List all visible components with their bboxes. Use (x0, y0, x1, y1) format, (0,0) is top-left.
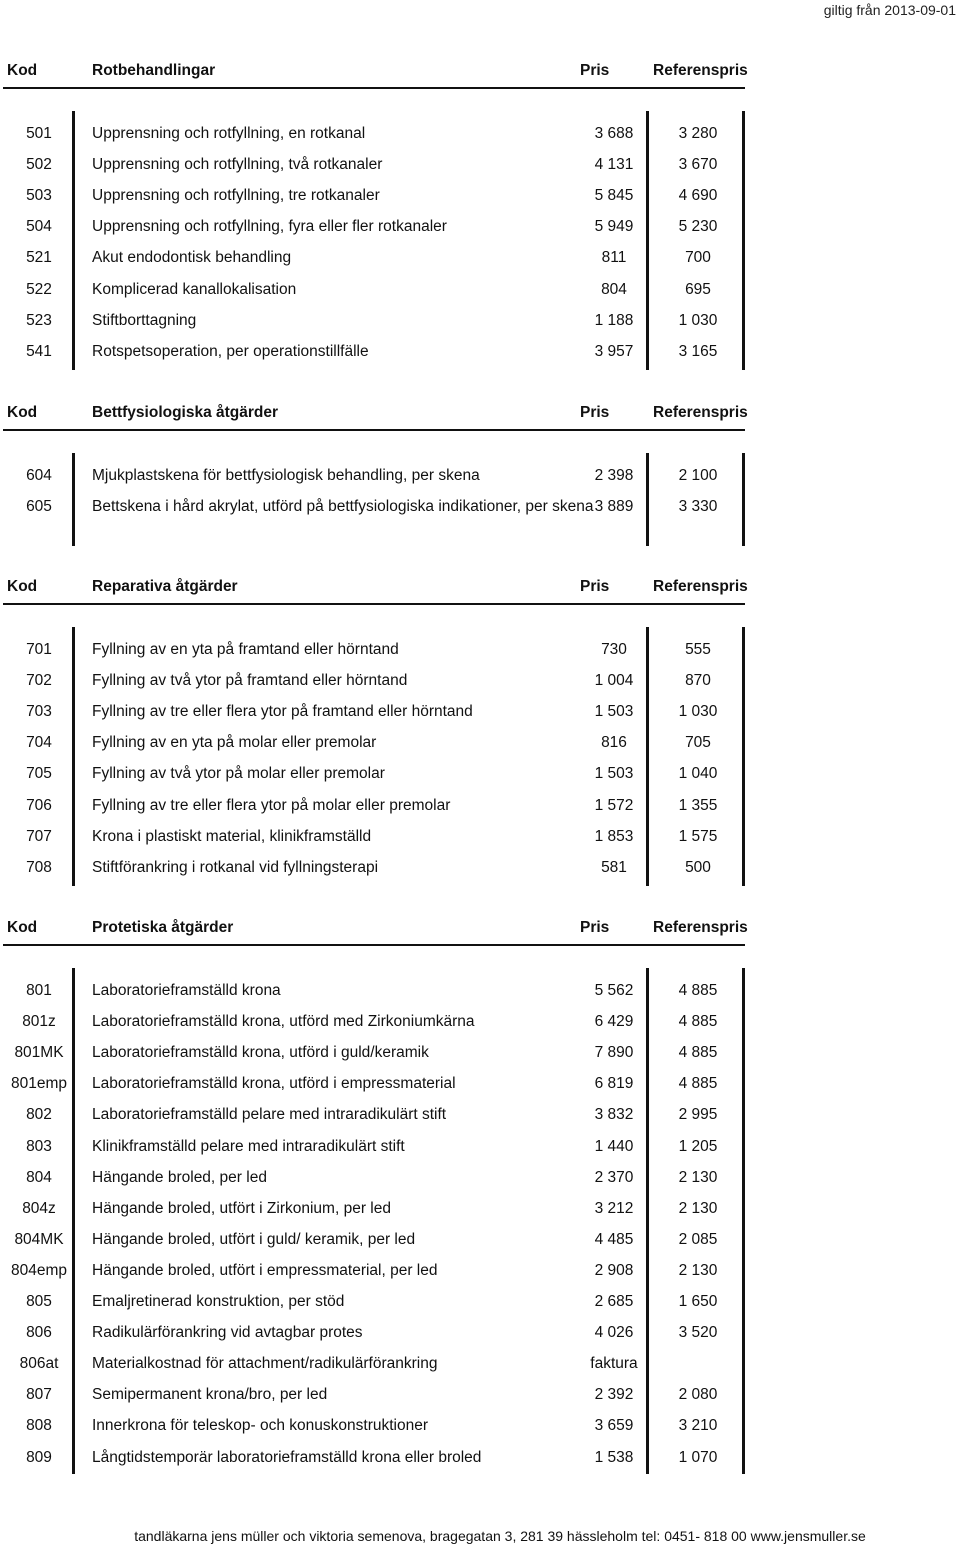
row-referenspris: 1 355 (678, 796, 718, 814)
header-rule (3, 429, 745, 431)
row-description: Upprensning och rotfyllning, en rotkanal (92, 125, 366, 142)
row-referenspris: 870 (685, 672, 711, 690)
row-description: Klinikframställd pelare med intraradikulärt stift (92, 1137, 405, 1155)
row-pris: 3 832 (594, 1106, 634, 1124)
row-pris: 1 188 (594, 311, 634, 329)
row-pris: 2 908 (594, 1261, 634, 1279)
row-pris: 804 (601, 280, 627, 298)
row-kod: 503 (26, 187, 52, 205)
row-referenspris: 3 520 (678, 1324, 718, 1342)
row-description: Akut endodontisk behandling (92, 249, 292, 267)
table-row (0, 1349, 760, 1380)
row-pris: 1 503 (594, 765, 634, 783)
row-kod: 806at (19, 1355, 59, 1373)
header-rule (3, 603, 745, 605)
row-kod: 807 (26, 1386, 52, 1404)
table-row (0, 759, 760, 790)
section-reparativa-atgarder (0, 573, 760, 886)
row-referenspris: 2 995 (678, 1106, 718, 1124)
table-row (0, 1163, 760, 1194)
column-header-referenspris: Referenspris (653, 578, 748, 595)
row-kod: 502 (26, 156, 52, 174)
row-pris: 1 503 (594, 703, 634, 721)
table-row (0, 181, 760, 212)
footer-contact: tandläkarna jens müller och viktoria semenova, bragegatan 3, 281 39 hässleholm tel: 0451- 818 00 www.jensmuller.se (134, 1528, 866, 1544)
table-row (0, 1411, 760, 1442)
row-description: Laboratorieframställd pelare med intraradikulärt stift (92, 1106, 447, 1124)
row-kod: 541 (26, 342, 52, 360)
row-pris: 1 853 (594, 827, 634, 845)
row-description: Fyllning av tre eller flera ytor på molar eller premolar (92, 796, 451, 814)
row-kod: 701 (26, 641, 52, 658)
row-pris: 2 392 (594, 1386, 634, 1404)
row-description: Innerkrona för teleskop- och konuskonstruktioner (92, 1417, 429, 1435)
row-kod: 809 (26, 1448, 52, 1466)
row-pris: 811 (601, 249, 627, 267)
section-title: Bettfysiologiska åtgärder (92, 404, 279, 421)
row-referenspris: 4 690 (678, 187, 718, 205)
row-referenspris: 2 130 (678, 1199, 718, 1217)
table-row (0, 150, 760, 181)
row-kod: 806 (26, 1324, 52, 1342)
row-pris: 816 (601, 734, 627, 752)
row-pris: 3 957 (594, 342, 634, 360)
row-kod: 801z (22, 1013, 56, 1031)
table-row (0, 337, 760, 368)
row-referenspris: 500 (685, 858, 711, 876)
row-description: Semipermanent krona/bro, per led (92, 1386, 328, 1404)
row-pris: 4 485 (594, 1230, 634, 1248)
row-referenspris: 3 165 (678, 342, 718, 360)
column-header-kod: Kod (7, 919, 38, 936)
row-kod: 604 (26, 467, 52, 484)
row-referenspris: 3 670 (678, 156, 718, 174)
row-description: Fyllning av tre eller flera ytor på framtand eller hörntand (92, 703, 473, 721)
table-row (0, 1318, 760, 1349)
row-pris: 7 890 (594, 1044, 634, 1062)
row-pris: faktura (590, 1355, 638, 1373)
row-referenspris: 555 (685, 641, 711, 658)
row-description: Hängande broled, per led (92, 1168, 267, 1186)
row-kod: 708 (26, 858, 52, 876)
row-pris: 3 659 (594, 1417, 634, 1435)
row-description: Rotspetsoperation, per operationstillfälle (92, 342, 369, 360)
row-kod: 801 (26, 982, 52, 999)
column-header-pris: Pris (580, 62, 610, 79)
section-header (0, 914, 760, 944)
row-pris: 730 (601, 641, 627, 658)
table-row (0, 666, 760, 697)
table-row (0, 1132, 760, 1163)
row-kod: 804emp (10, 1261, 67, 1279)
row-kod: 803 (26, 1137, 52, 1155)
row-referenspris: 3 280 (678, 125, 718, 142)
row-referenspris: 5 230 (678, 218, 718, 236)
table-row (0, 697, 760, 728)
row-description: Laboratorieframställd krona, utförd i guld/keramik (92, 1044, 429, 1062)
table-row (0, 243, 760, 274)
section-title: Rotbehandlingar (92, 62, 216, 79)
row-description: Laboratorieframställd krona, utförd med Zirkoniumkärna (92, 1013, 475, 1031)
header-rule (3, 87, 745, 89)
row-description: Upprensning och rotfyllning, fyra eller fler rotkanaler (92, 218, 447, 236)
validity-date: giltig från 2013-09-01 (823, 2, 956, 18)
row-description: Fyllning av en yta på molar eller premolar (92, 734, 377, 752)
row-description: Upprensning och rotfyllning, två rotkanaler (92, 156, 383, 174)
row-description: Upprensning och rotfyllning, tre rotkanaler (92, 187, 380, 205)
row-kod: 523 (26, 311, 52, 329)
row-kod: 808 (26, 1417, 52, 1435)
row-kod: 805 (26, 1293, 52, 1310)
row-kod: 703 (26, 703, 52, 721)
row-referenspris: 3 210 (678, 1417, 718, 1435)
row-pris: 1 572 (594, 796, 634, 814)
column-header-kod: Kod (7, 404, 38, 421)
table-row (0, 728, 760, 759)
row-kod: 522 (26, 280, 52, 298)
row-referenspris: 2 130 (678, 1168, 718, 1186)
row-kod: 804MK (14, 1230, 64, 1248)
row-description: Långtidstemporär laboratorieframställd krona eller broled (92, 1448, 482, 1466)
row-referenspris: 2 130 (678, 1261, 718, 1279)
row-kod: 706 (26, 796, 52, 814)
row-referenspris: 3 330 (678, 498, 718, 516)
row-referenspris: 695 (685, 280, 711, 298)
row-pris: 1 004 (594, 672, 634, 690)
table-row (0, 822, 760, 853)
row-pris: 2 685 (594, 1293, 634, 1310)
row-description: Stiftborttagning (92, 311, 197, 329)
table-row (0, 1287, 760, 1318)
row-pris: 1 440 (594, 1137, 634, 1155)
row-description: Fyllning av två ytor på molar eller premolar (92, 765, 385, 783)
table-row (0, 1007, 760, 1038)
column-header-referenspris: Referenspris (653, 62, 748, 79)
table-row (0, 306, 760, 337)
row-description: Mjukplastskena för bettfysiologisk behandling, per skena (92, 467, 480, 484)
table-row (0, 275, 760, 306)
row-kod: 804 (26, 1168, 52, 1186)
table-row (0, 1038, 760, 1069)
row-kod: 804z (22, 1199, 56, 1217)
table-row (0, 1443, 760, 1474)
section-header (0, 573, 760, 603)
column-header-pris: Pris (580, 919, 610, 936)
row-referenspris: 2 100 (678, 467, 718, 484)
row-pris: 581 (601, 858, 627, 876)
row-kod: 704 (26, 734, 52, 752)
table-row (0, 212, 760, 243)
table-row (0, 1380, 760, 1411)
row-referenspris: 2 085 (678, 1230, 718, 1248)
row-kod: 705 (26, 765, 52, 783)
section-bettfysiologiska-atgarder (0, 399, 760, 546)
row-pris: 4 131 (594, 156, 634, 174)
row-description: Hängande broled, utfört i Zirkonium, per led (92, 1199, 391, 1217)
row-pris: 2 370 (594, 1168, 634, 1186)
column-header-pris: Pris (580, 578, 610, 595)
row-description: Stiftförankring i rotkanal vid fyllningsterapi (92, 858, 379, 876)
row-referenspris: 1 070 (678, 1448, 718, 1466)
row-kod: 521 (26, 249, 52, 267)
row-kod: 802 (26, 1106, 52, 1124)
table-row (0, 791, 760, 822)
row-pris: 2 398 (594, 467, 634, 484)
row-referenspris: 4 885 (678, 982, 718, 999)
section-title: Protetiska åtgärder (92, 919, 234, 936)
column-header-referenspris: Referenspris (653, 919, 748, 936)
row-kod: 605 (26, 498, 52, 516)
row-referenspris: 700 (685, 249, 711, 267)
table-row (0, 119, 760, 150)
row-referenspris: 705 (685, 734, 711, 752)
section-rotbehandlingar (0, 57, 760, 370)
row-kod: 501 (26, 125, 52, 142)
row-description: Bettskena i hård akrylat, utförd på bettfysiologiska indikationer, per skena (92, 498, 594, 516)
column-header-pris: Pris (580, 404, 610, 421)
row-pris: 6 429 (594, 1013, 634, 1031)
row-referenspris: 1 650 (678, 1293, 718, 1310)
table-row (0, 1100, 760, 1131)
row-referenspris: 1 205 (678, 1137, 718, 1155)
section-header (0, 399, 760, 429)
section-header (0, 57, 760, 87)
row-description: Fyllning av två ytor på framtand eller hörntand (92, 672, 408, 690)
row-pris: 1 538 (594, 1448, 634, 1466)
row-referenspris: 2 080 (678, 1386, 718, 1404)
row-referenspris: 1 030 (678, 311, 718, 329)
row-description: Laboratorieframställd krona, utförd i empressmaterial (92, 1075, 456, 1093)
row-description: Materialkostnad för attachment/radikulärförankring (92, 1355, 438, 1373)
row-description: Radikulärförankring vid avtagbar protes (92, 1324, 363, 1342)
table-row (0, 492, 760, 523)
column-header-kod: Kod (7, 62, 38, 79)
row-description: Emaljretinerad konstruktion, per stöd (92, 1293, 345, 1310)
table-row (0, 853, 760, 884)
row-pris: 3 889 (594, 498, 634, 516)
table-row (0, 1256, 760, 1287)
row-pris: 6 819 (594, 1075, 634, 1093)
table-row (0, 461, 760, 492)
row-referenspris: 1 030 (678, 703, 718, 721)
column-header-kod: Kod (7, 578, 38, 595)
row-kod: 801MK (14, 1044, 64, 1062)
column-header-referenspris: Referenspris (653, 404, 748, 421)
row-kod: 707 (26, 827, 52, 845)
table-row (0, 635, 760, 666)
row-pris: 5 949 (594, 218, 634, 236)
row-kod: 504 (26, 218, 52, 236)
table-row (0, 1069, 760, 1100)
row-description: Laboratorieframställd krona (92, 982, 281, 999)
row-referenspris: 4 885 (678, 1013, 718, 1031)
table-row (0, 1225, 760, 1256)
row-description: Fyllning av en yta på framtand eller hörntand (92, 641, 399, 658)
row-pris: 5 562 (594, 982, 634, 999)
row-description: Komplicerad kanallokalisation (92, 280, 297, 298)
row-description: Krona i plastiskt material, klinikframställd (92, 827, 372, 845)
row-pris: 3 212 (594, 1199, 634, 1217)
row-description: Hängande broled, utfört i empressmaterial, per led (92, 1261, 438, 1279)
section-protetiska-atgarder (0, 914, 760, 1474)
table-row (0, 976, 760, 1007)
row-referenspris: 1 575 (678, 827, 718, 845)
row-pris: 4 026 (594, 1324, 634, 1342)
row-pris: 3 688 (594, 125, 634, 142)
row-description: Hängande broled, utfört i guld/ keramik, per led (92, 1230, 416, 1248)
row-kod: 702 (26, 672, 52, 690)
row-referenspris: 4 885 (678, 1075, 718, 1093)
row-referenspris: 4 885 (678, 1044, 718, 1062)
row-pris: 5 845 (594, 187, 634, 205)
section-title: Reparativa åtgärder (92, 578, 238, 595)
row-referenspris: 1 040 (678, 765, 718, 783)
table-row (0, 1194, 760, 1225)
header-rule (3, 944, 745, 946)
row-kod: 801emp (10, 1075, 67, 1093)
